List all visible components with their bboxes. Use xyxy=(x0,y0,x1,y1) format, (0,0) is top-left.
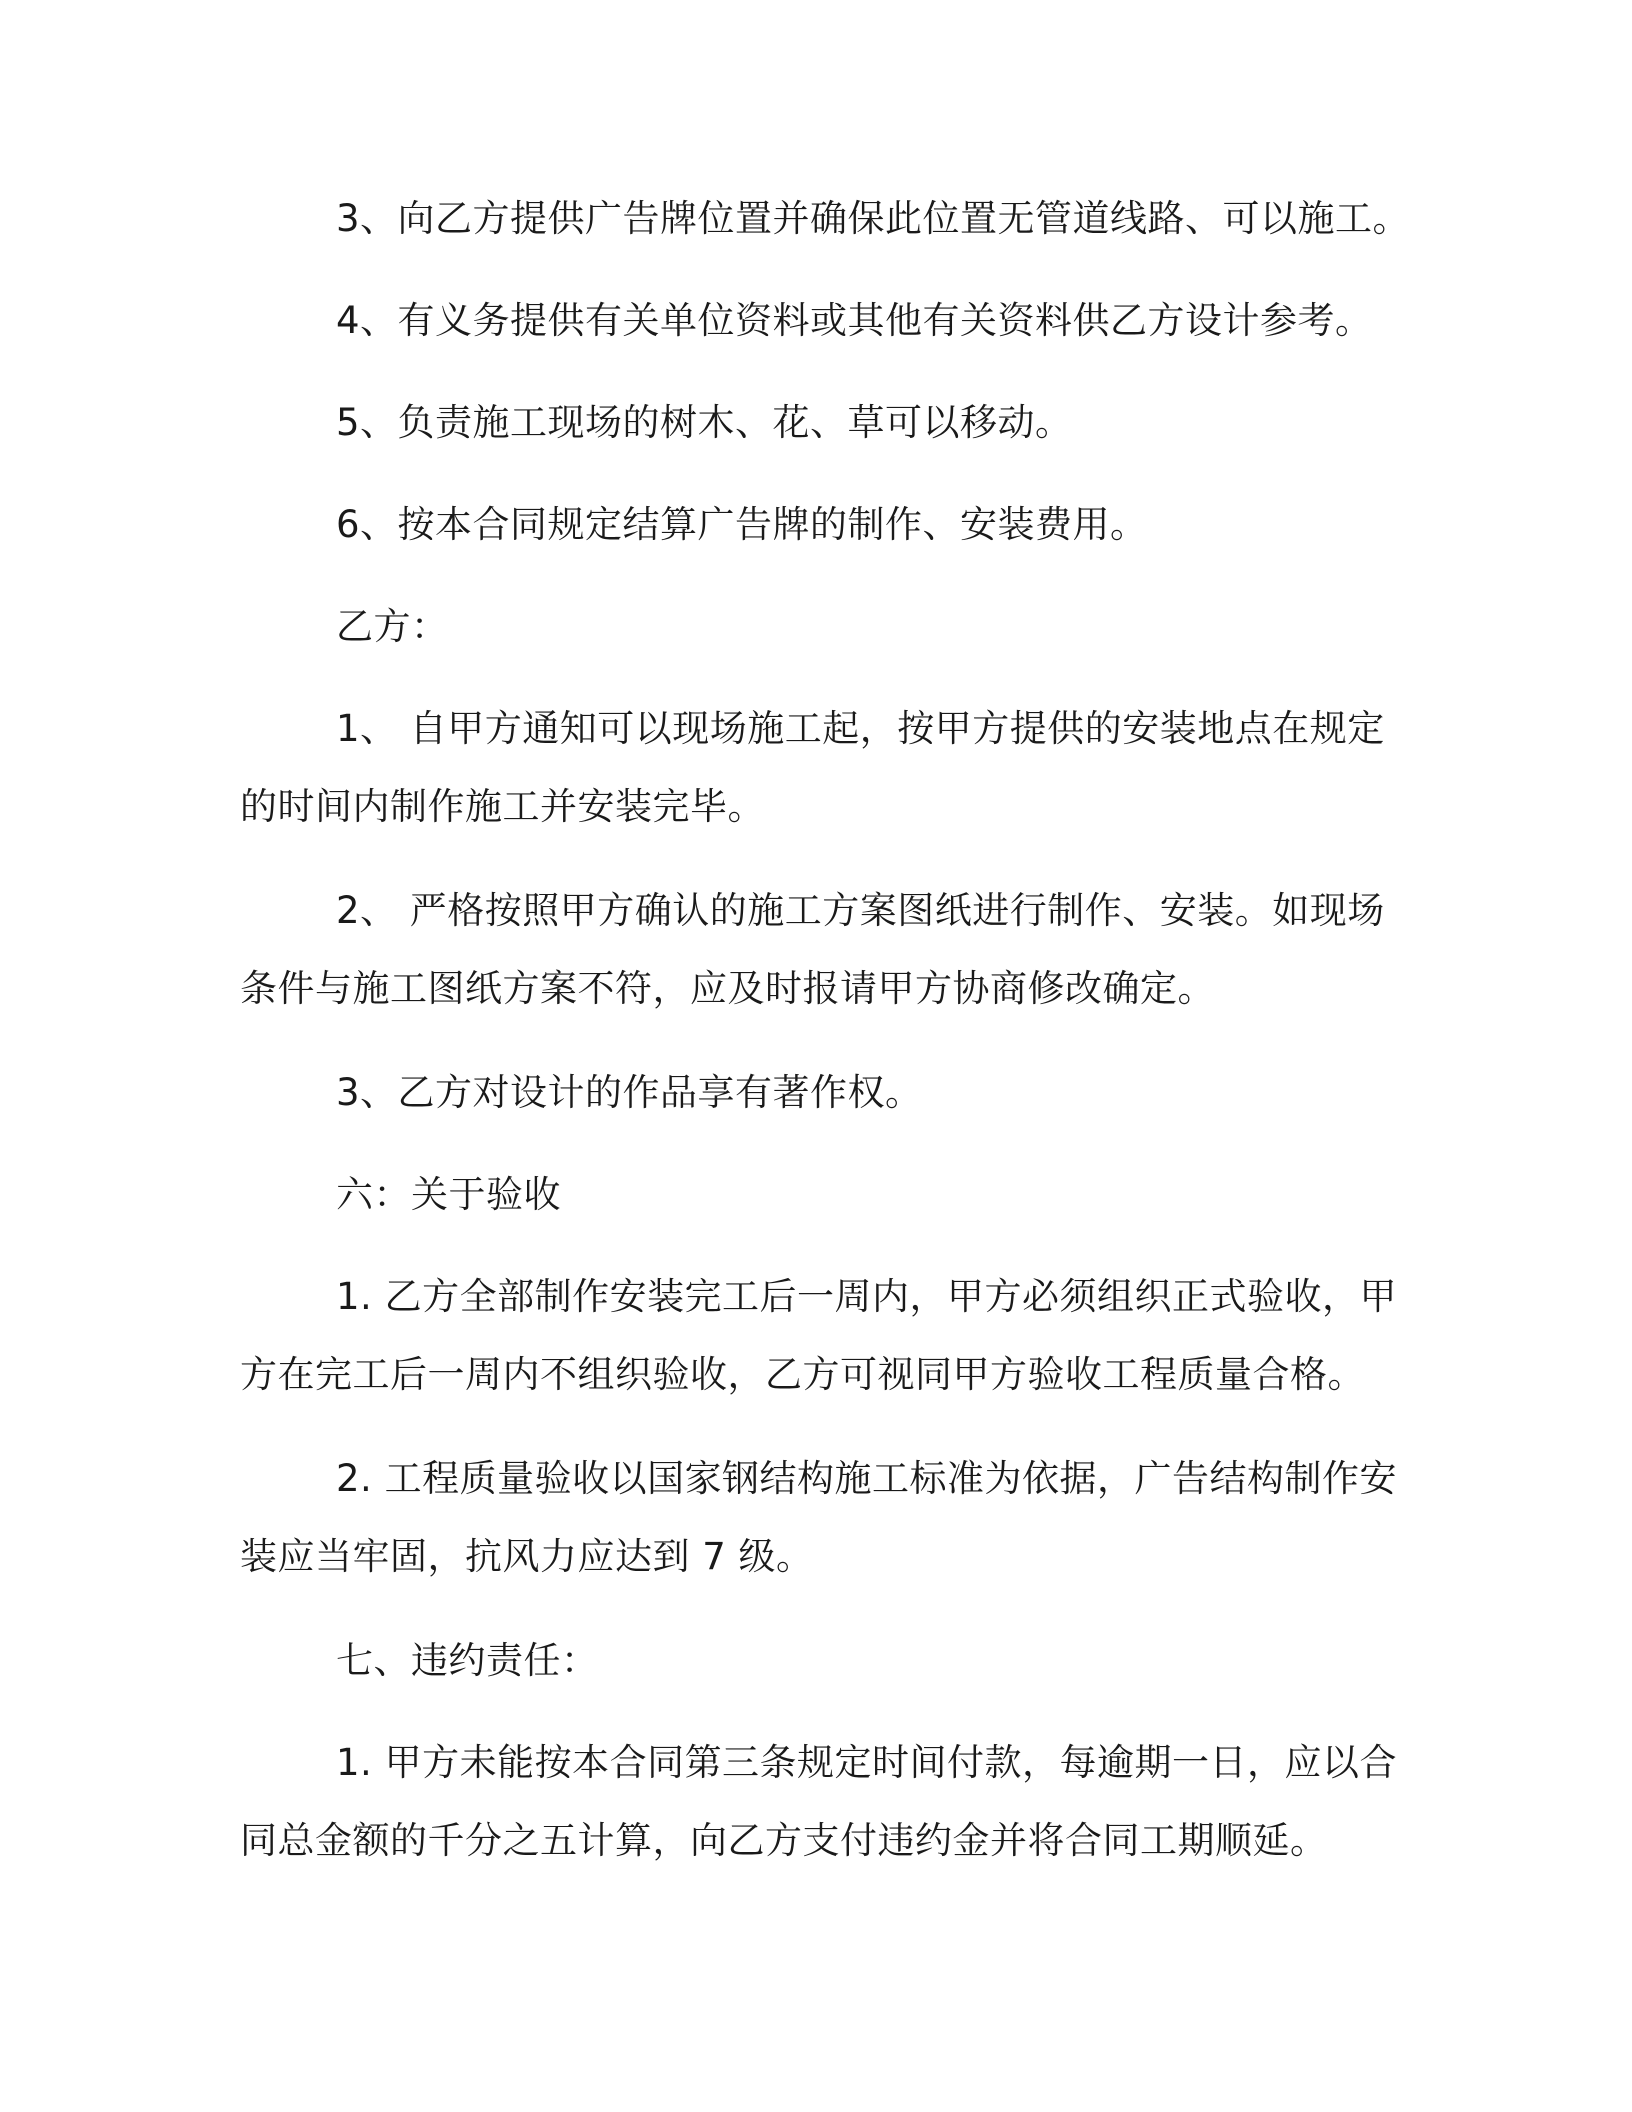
heading-party-b xyxy=(240,588,1390,666)
paragraph-party-a-item-3 xyxy=(240,180,1411,258)
text-line: 2、 严格按照甲方确认的施工方案图纸进行制作、安装。如现场 xyxy=(336,889,1385,932)
text-line: 条件与施工图纸方案不符，应及时报请甲方协商修改确定。 xyxy=(240,967,1215,1010)
text-line: 4、有义务提供有关单位资料或其他有关资料供乙方设计参考。 xyxy=(336,299,1373,342)
paragraph-party-a-item-5 xyxy=(240,384,1390,462)
text-line: 6、按本合同规定结算广告牌的制作、安装费用。 xyxy=(336,503,1148,546)
text-line: 1. 乙方全部制作安装完工后一周内，甲方必须组织正式验收，甲 xyxy=(336,1275,1398,1318)
paragraph-liability-item-1 xyxy=(240,1724,1398,1880)
text-line: 装应当牢固，抗风力应达到 7 级。 xyxy=(240,1535,814,1578)
paragraph-party-b-item-1 xyxy=(240,690,1390,846)
text-line: 1. 甲方未能按本合同第三条规定时间付款，每逾期一日，应以合 xyxy=(336,1741,1398,1784)
text-line: 同总金额的千分之五计算，向乙方支付违约金并将合同工期顺延。 xyxy=(240,1819,1328,1862)
text-line: 5、负责施工现场的树木、花、草可以移动。 xyxy=(336,401,1073,444)
text-line: 六：关于验收 xyxy=(336,1173,561,1216)
text-line: 乙方： xyxy=(336,605,449,648)
text-line: 3、乙方对设计的作品享有著作权。 xyxy=(336,1071,923,1114)
text-line: 方在完工后一周内不组织验收，乙方可视同甲方验收工程质量合格。 xyxy=(240,1353,1365,1396)
paragraph-acceptance-item-2 xyxy=(240,1440,1398,1596)
text-line: 七、违约责任： xyxy=(336,1639,599,1682)
paragraph-party-a-item-4 xyxy=(240,282,1390,360)
paragraph-party-b-item-2 xyxy=(240,872,1390,1028)
text-line: 2. 工程质量验收以国家钢结构施工标准为依据，广告结构制作安 xyxy=(336,1457,1398,1500)
text-line: 1、 自甲方通知可以现场施工起，按甲方提供的安装地点在规定 xyxy=(336,707,1385,750)
text-line: 3、向乙方提供广告牌位置并确保此位置无管道线路、可以施工。 xyxy=(336,197,1411,240)
paragraph-acceptance-item-1 xyxy=(240,1258,1398,1414)
heading-acceptance xyxy=(240,1156,1390,1234)
paragraph-party-a-item-6 xyxy=(240,486,1390,564)
text-line: 的时间内制作施工并安装完毕。 xyxy=(240,785,765,828)
paragraph-party-b-item-3 xyxy=(240,1054,1390,1132)
heading-liability xyxy=(240,1622,1390,1700)
